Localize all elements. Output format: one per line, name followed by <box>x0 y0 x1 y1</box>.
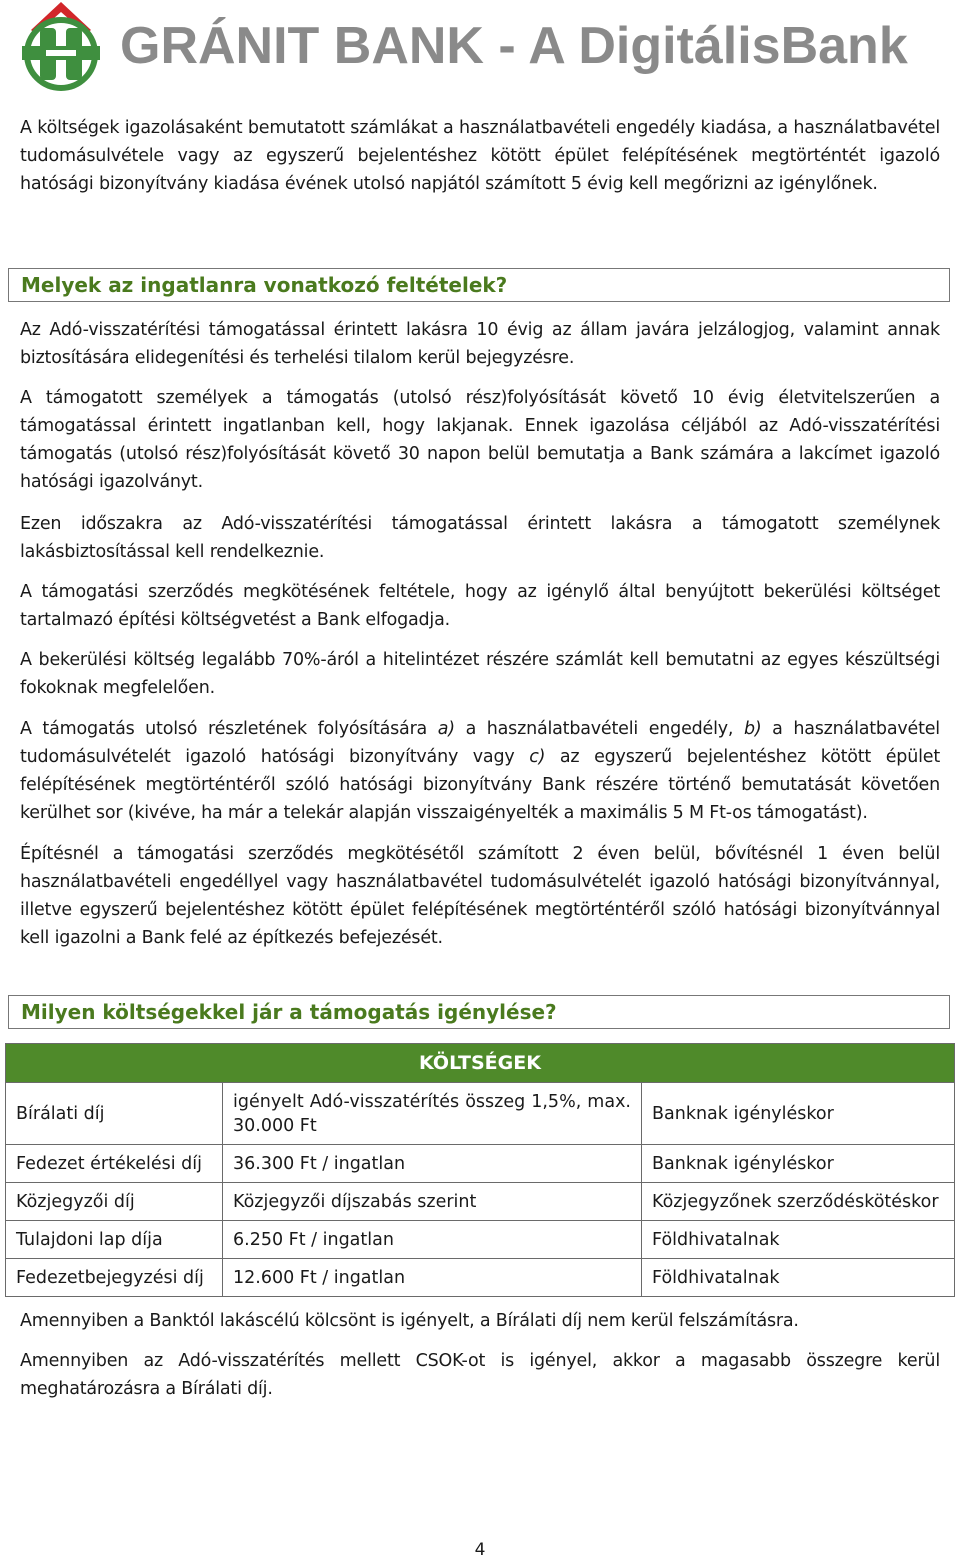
section-heading-property <box>8 268 950 302</box>
section-title: Melyek az ingatlanra vonatkozó feltételek? <box>21 273 508 297</box>
table-row <box>6 1183 955 1221</box>
cost-name: Bírálati díj <box>6 1083 223 1145</box>
paragraph-residence: A támogatott személyek a támogatás (utolsó rész)folyósítását követő 10 évig életvitelszerűen a támogatással érintett ingatlanban kell, hogy lakjanak. Ennek igazolása céljából az Adó-visszatérítési támogatás (utolsó rész)folyósítását követő 30 napon belül bemutatja a Bank számára a lakcímet igazoló hatósági igazolványt. <box>20 388 940 492</box>
table-row <box>6 1083 955 1145</box>
cost-amount: 6.250 Ft / ingatlan <box>223 1221 642 1259</box>
paragraph-disbursement: A támogatás utolsó részletének folyósítására a) a használatbavételi engedély, b) a használatbavétel tudomásulvételét igazoló hatósági bizonyítvány vagy c) az egyszerű bejelentéshez kötött épület felépítésének megtörténtéről szóló hatósági bizonyítvány Bank részére történő bemutatását követően kerülhet sor (kivéve, ha már a telekár alapján visszaigényelték a maximális 5 M Ft-os támogatást). <box>20 719 940 823</box>
cost-payee: Földhivatalnak <box>642 1259 955 1297</box>
paragraph-lien: Az Adó-visszatérítési támogatással érintett lakásra 10 évig az állam javára jelzálogjog, valamint annak biztosítására elidegenítési és terhelési tilalom kerül bejegyzésre. <box>20 320 940 368</box>
paragraph-completion: Építésnél a támogatási szerződés megkötésétől számított 2 éven belül, bővítésnél 1 éven belül használatbavételi engedéllyel vagy használatbavétel tudomásulvételét igazoló hatósági bizonyítvánnyal, illetve egyszerű bejelentéshez kötött épület felépítésének megtörténtéről szóló hatósági bizonyítvánnyal kell igazolni a Bank felé az építkezés befejezését. <box>20 844 940 948</box>
paragraph-budget: A támogatási szerződés megkötésének feltétele, hogy az igénylő által benyújtott bekerülési költséget tartalmazó építési költségvetést a Bank elfogadja. <box>20 582 940 630</box>
table-header: KÖLTSÉGEK <box>6 1044 955 1083</box>
cost-amount: igényelt Adó-visszatérítés összeg 1,5%, max. 30.000 Ft <box>223 1083 642 1145</box>
logo-wordmark: GRÁNIT BANK - A DigitálisBank <box>120 17 908 75</box>
cost-name: Fedezet értékelési díj <box>6 1145 223 1183</box>
cost-amount: 36.300 Ft / ingatlan <box>223 1145 642 1183</box>
table-row <box>6 1259 955 1297</box>
note-csok: Amennyiben az Adó-visszatérítés mellett CSOK-ot is igényel, akkor a magasabb összegre kerül meghatározásra a Bírálati díj. <box>20 1351 940 1399</box>
cost-name: Közjegyzői díj <box>6 1183 223 1221</box>
note-loan: Amennyiben a Banktól lakáscélú kölcsönt is igényelt, a Bírálati díj nem kerül felszámításra. <box>20 1311 799 1331</box>
table-row <box>6 1145 955 1183</box>
paragraph-invoices: A bekerülési költség legalább 70%-áról a hitelintézet részére számlát kell bemutatni az egyes készültségi fokoknak megfelelően. <box>20 650 940 698</box>
granit-bank-logo-icon <box>16 2 106 92</box>
table-row <box>6 1221 955 1259</box>
costs-table <box>5 1043 955 1297</box>
cost-amount: 12.600 Ft / ingatlan <box>223 1259 642 1297</box>
cost-payee: Közjegyzőnek szerződéskötéskor <box>642 1183 955 1221</box>
section-heading-costs <box>8 995 950 1029</box>
cost-payee: Banknak igényléskor <box>642 1083 955 1145</box>
cost-payee: Földhivatalnak <box>642 1221 955 1259</box>
table-header-row <box>6 1044 955 1083</box>
cost-name: Tulajdoni lap díja <box>6 1221 223 1259</box>
intro-paragraph: A költségek igazolásaként bemutatott számlákat a használatbavételi engedély kiadása, a használatbavétel tudomásulvétele vagy az egyszerű bejelentéshez kötött épület felépítésének megtörténtét igazoló hatósági bizonyítvány kiadása évének utolsó napjától számított 5 évig kell megőrizni az igénylőnek. <box>20 118 940 194</box>
cost-amount: Közjegyzői díjszabás szerint <box>223 1183 642 1221</box>
page-number: 4 <box>474 1540 486 1560</box>
paragraph-insurance: Ezen időszakra az Adó-visszatérítési támogatással érintett lakásra a támogatott személynek lakásbiztosítással kell rendelkeznie. <box>20 514 940 562</box>
cost-payee: Banknak igényléskor <box>642 1145 955 1183</box>
section-title: Milyen költségekkel jár a támogatás igénylése? <box>21 1000 557 1024</box>
cost-name: Fedezetbejegyzési díj <box>6 1259 223 1297</box>
page-header <box>16 2 946 92</box>
